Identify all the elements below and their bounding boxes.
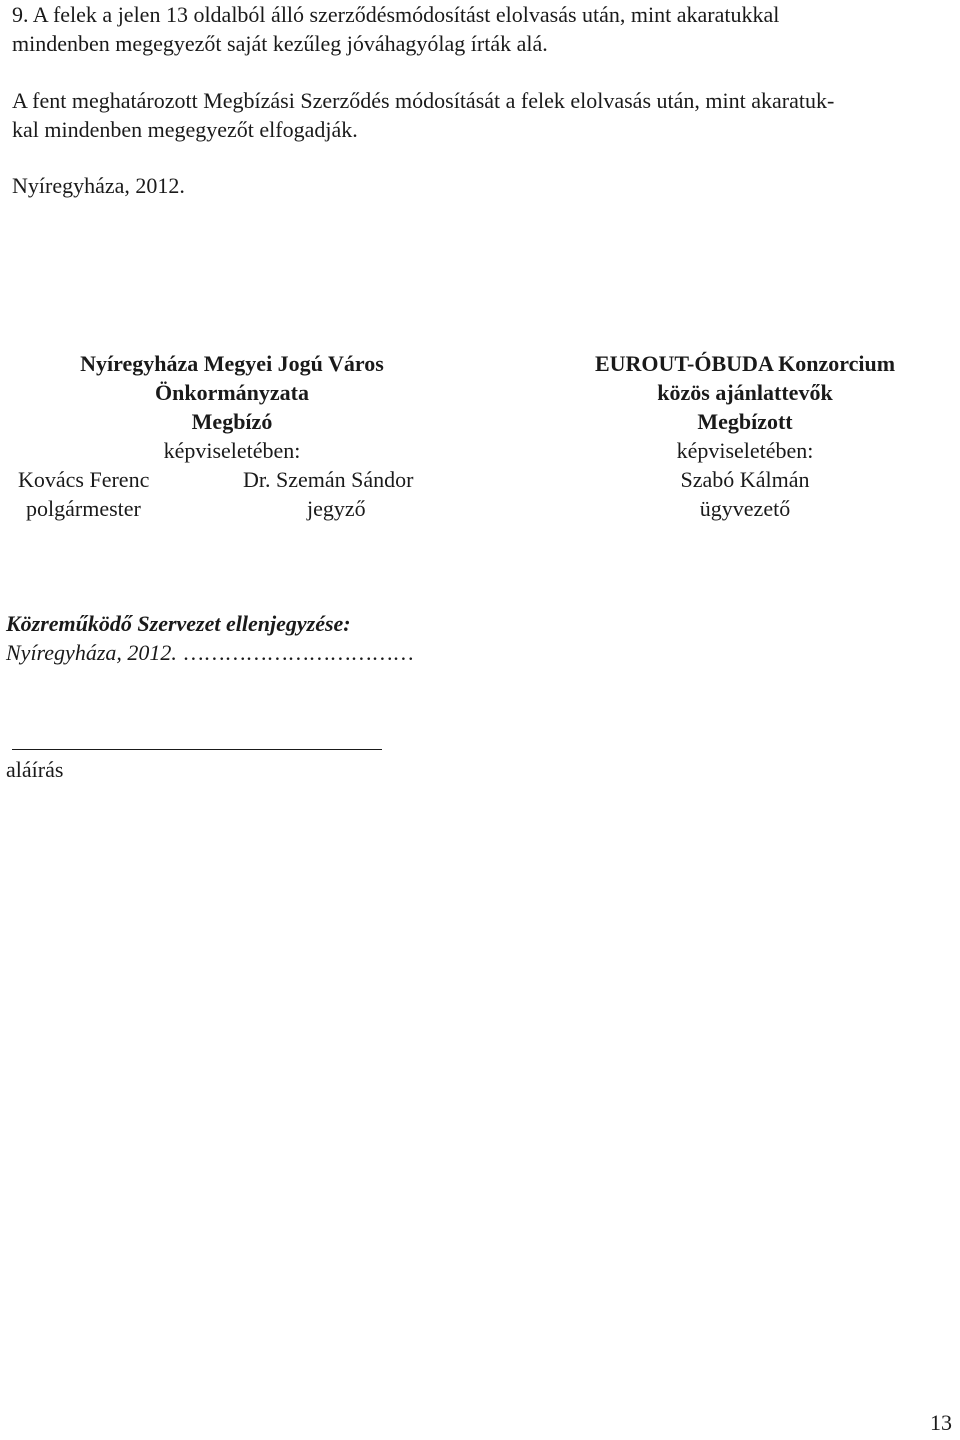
- right-party-name-line-2: közös ajánlattevők: [657, 380, 833, 405]
- left-signer-1-name: Kovács Ferenc: [18, 467, 150, 492]
- right-party-representation: képviseletében:: [676, 438, 814, 463]
- right-party-role: Megbízott: [697, 409, 793, 434]
- left-signer-1-title: polgármester: [26, 496, 141, 521]
- left-party-name-line-2: Önkormányzata: [155, 380, 309, 405]
- left-signer-2-name: Dr. Szemán Sándor: [243, 467, 414, 492]
- right-party-name-line-1: EUROUT-ÓBUDA Konzorcium: [594, 351, 896, 376]
- left-party-name-line-1: Nyíregyháza Megyei Jogú Város: [80, 351, 384, 376]
- left-party-representation: képviseletében:: [163, 438, 301, 463]
- place-date: Nyíregyháza, 2012.: [12, 173, 185, 198]
- countersign-place-date-row: [6, 638, 413, 667]
- signature-line: [12, 749, 382, 750]
- left-signer-2-title: jegyző: [307, 496, 366, 521]
- acceptance-paragraph: [12, 86, 952, 144]
- section-9-paragraph: [12, 0, 952, 58]
- countersign-dots: ……………………………: [182, 640, 414, 665]
- section-9-line-2: mindenben megegyezőt saját kezűleg jóváhagyólag írták alá.: [12, 31, 548, 56]
- acceptance-line-2: kal mindenben megegyezőt elfogadják.: [12, 117, 358, 142]
- right-party-block: [525, 349, 960, 523]
- right-signer-name: Szabó Kálmán: [680, 467, 810, 492]
- countersign-place-date: Nyíregyháza, 2012.: [6, 640, 177, 665]
- section-9-line-1: 9. A felek a jelen 13 oldalból álló szerződésmódosítást elolvasás után, mint akaratukkal: [12, 2, 780, 27]
- right-signer-title: ügyvezető: [699, 496, 791, 521]
- countersign-heading: Közreműködő Szervezet ellenjegyzése:: [6, 611, 351, 636]
- acceptance-line-1: A fent meghatározott Megbízási Szerződés módosítását a felek elolvasás után, mint akaratuk-: [12, 88, 835, 113]
- page-number: 13: [930, 1410, 952, 1435]
- signature-label: aláírás: [6, 757, 64, 782]
- left-party-block: [12, 349, 452, 465]
- left-party-role: Megbízó: [191, 409, 273, 434]
